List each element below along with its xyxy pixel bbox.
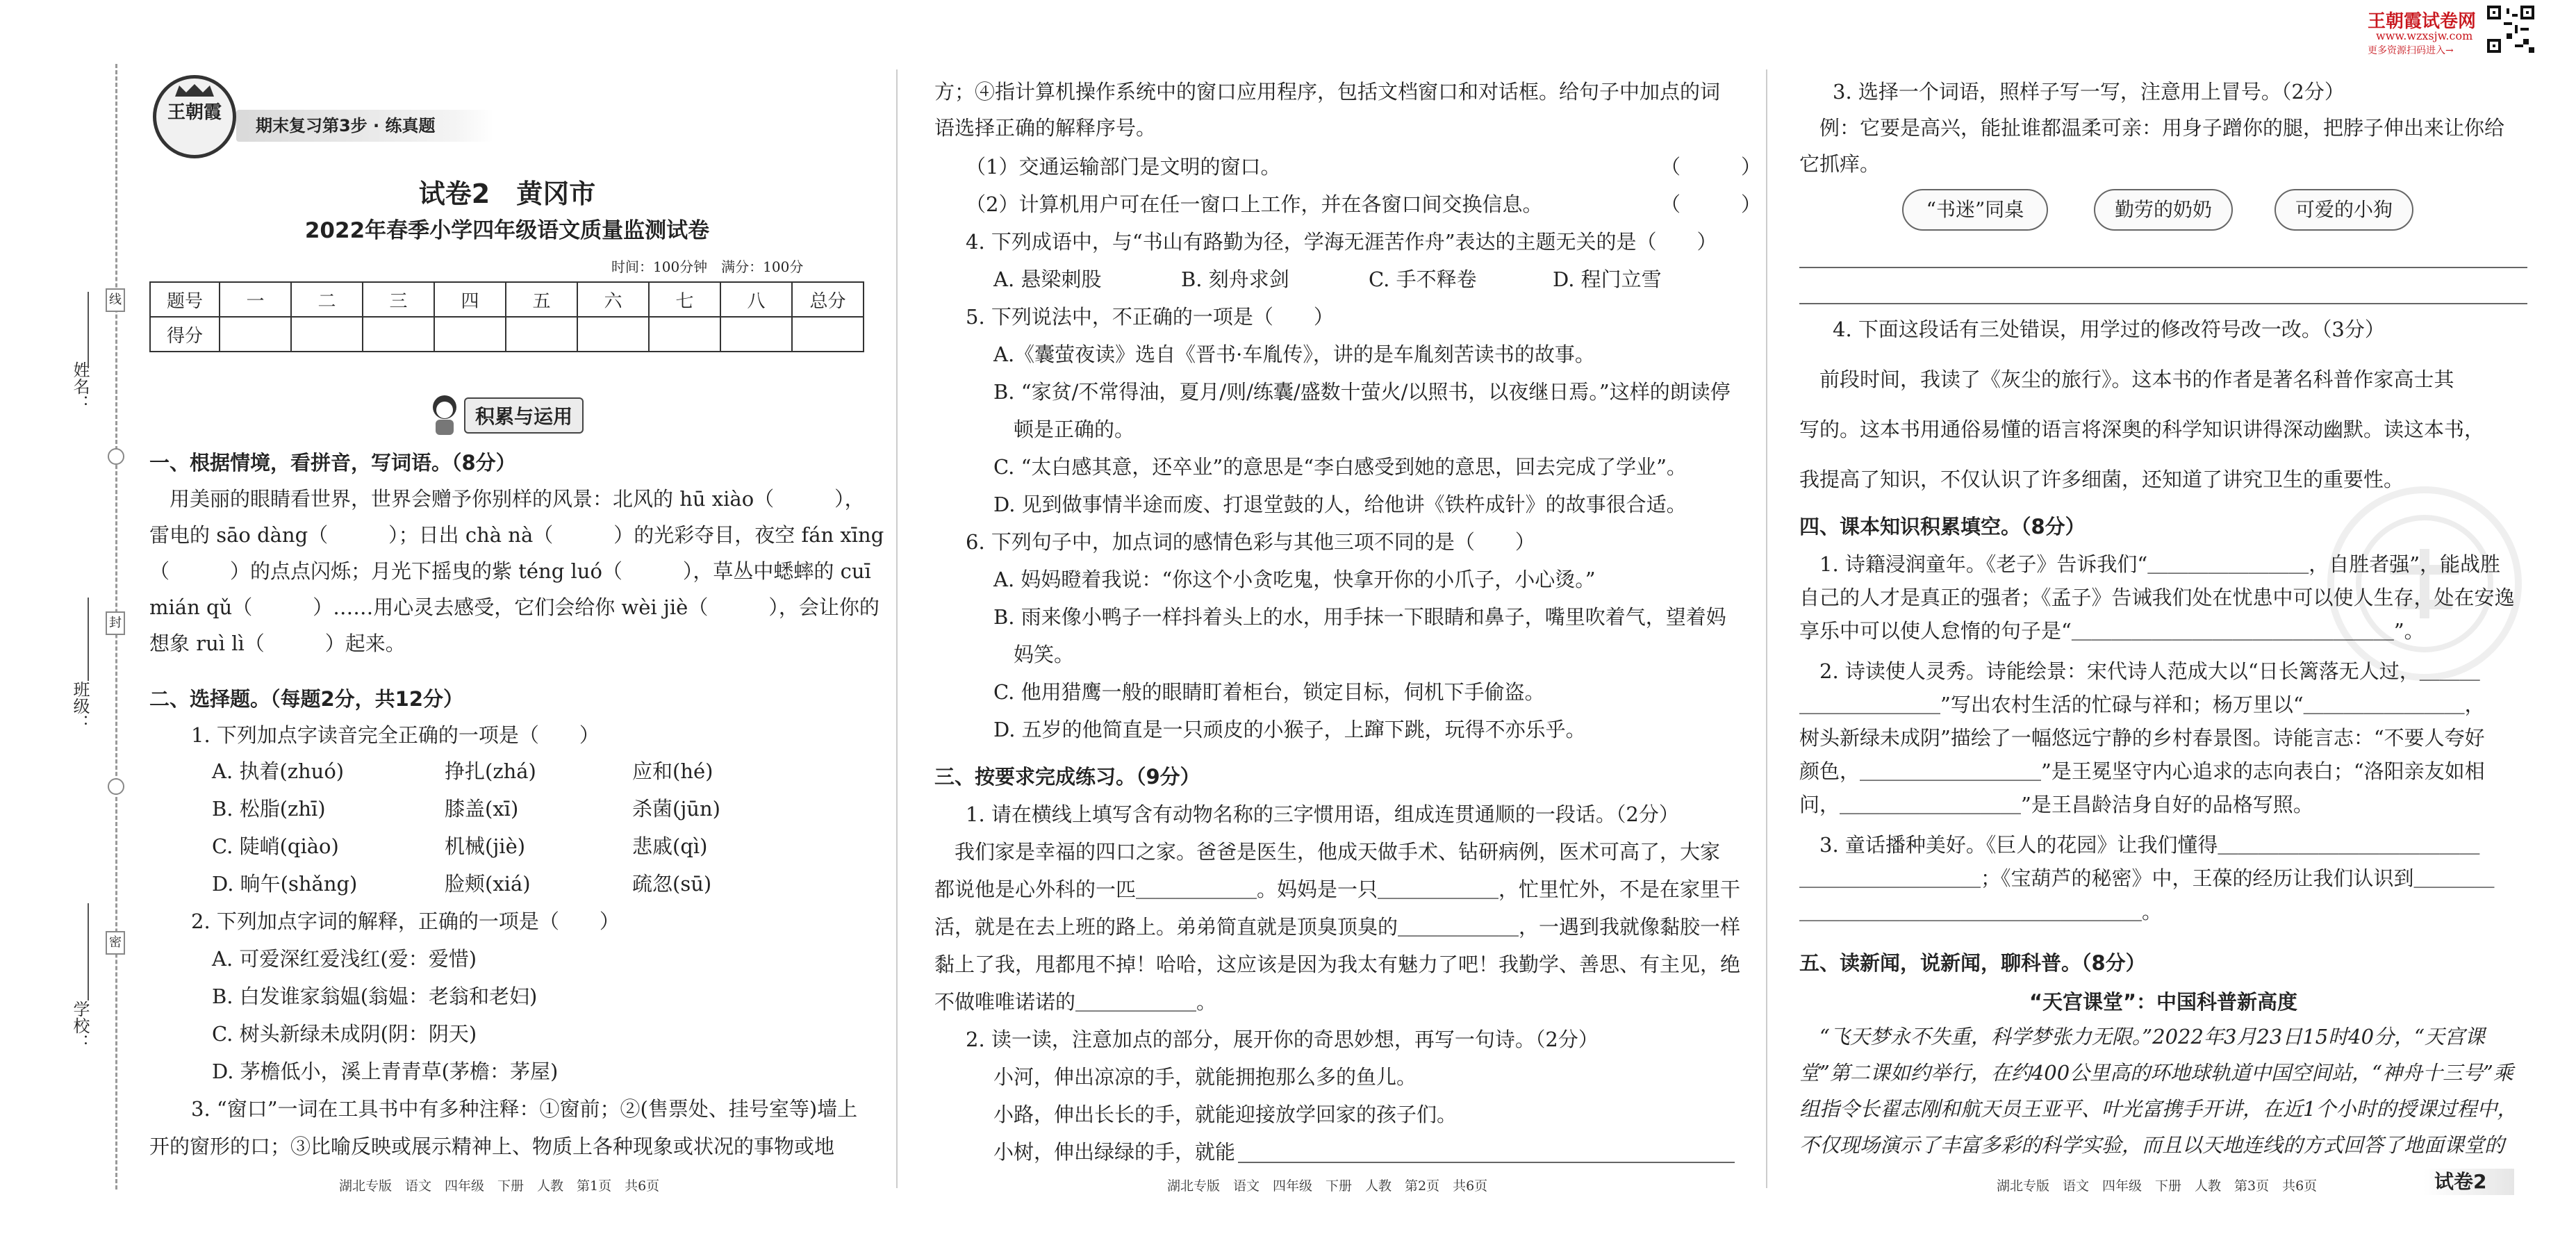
score-cell: 四 [434, 282, 506, 317]
q1-option: 悲戚(qì) [632, 834, 708, 858]
s1-line: 想象 ruì lì（ ）起来。 [149, 632, 406, 655]
crown-icon [174, 83, 215, 98]
s3-q1-line: 1. 请在横线上填写含有动物名称的三字惯用语，组成连贯通顺的一段话。（2分） [966, 802, 1679, 826]
score-input[interactable] [291, 317, 363, 352]
q2-option: B. 白发谁家翁媪(翁媪：老翁和老妇) [212, 985, 538, 1008]
q1-option: 疏忽(sū) [632, 872, 712, 896]
s4-line: 享乐中可以使人怠惰的句子是“＿＿＿＿＿＿＿＿＿＿＿＿＿＿＿＿”。 [1799, 619, 2425, 643]
q3-item: （1）交通运输部门是文明的窗口。 [966, 155, 1281, 179]
q5-line: 顿是正确的。 [993, 418, 1135, 441]
section-3-title: 三、按要求完成练习。（9分） [934, 765, 1200, 789]
paper-tag-label: 试卷2 [2434, 1170, 2487, 1193]
q1-option: B. 松脂(zhī) [212, 797, 326, 821]
q5-line: D. 见到做事情半途而废、打退堂鼓的人，给他讲《铁杵成针》的故事很合适。 [993, 493, 1687, 516]
answer-line[interactable] [1799, 267, 2527, 268]
q1-option: 脸颊(xiá) [445, 872, 531, 896]
s3-q2-line: 2. 读一读，注意加点的部分，展开你的奇思妙想，再写一句诗。（2分） [966, 1028, 1599, 1051]
news-line: 堂”第二课如约举行，在约400公里高的环地球轨道中国空间站，“神舟十三号”乘 [1799, 1061, 2513, 1085]
score-cell: 一 [220, 282, 291, 317]
question-6: 6. 下列句子中，加点词的感情色彩与其他三项不同的是（ ） [966, 530, 1535, 554]
score-cell: 七 [649, 282, 720, 317]
s4-line: 3. 童话播种美好。《巨人的花园》让我们懂得＿＿＿＿＿＿＿＿＿＿＿＿＿ [1799, 833, 2480, 857]
class-field-line[interactable] [88, 598, 89, 681]
page-footer: 湖北专版 语文 四年级 下册 人教 第2页 共6页 [1167, 1178, 1488, 1194]
question-5: 5. 下列说法中，不正确的一项是（ ） [966, 305, 1334, 329]
s1-line: 雷电的 sāo dàng（ ）；日出 chà nà（ ）的光彩夺目，夜空 fán xīng [149, 523, 884, 547]
site-brand: 王朝霞试卷网 [2368, 11, 2477, 32]
hole-icon [108, 448, 124, 465]
q6-line: C. 他用猎鹰一般的眼睛盯着柜台，锁定目标，伺机下手偷盗。 [993, 680, 1545, 704]
news-line: 不仅现场演示了丰富多彩的科学实验，而且以天地连线的方式回答了地面课堂的 [1799, 1133, 2505, 1157]
watermark-seal-icon [2327, 486, 2522, 681]
q4-option: A. 悬梁刺股 [993, 267, 1102, 291]
time-score-note: 时间：100分钟 满分：100分 [611, 258, 804, 275]
s3-q1-line: 活，就是在去上班的路上。弟弟简直就是顶臭顶臭的＿＿＿＿＿＿，一遇到我就像黏胶一样 [934, 915, 1741, 939]
score-input[interactable] [577, 317, 649, 352]
score-cell: 三 [363, 282, 434, 317]
q1-option: 膝盖(xī) [445, 797, 519, 821]
site-url: www.wzxsjw.com [2376, 29, 2473, 42]
score-cell: 五 [506, 282, 577, 317]
score-cell: 题号 [150, 282, 220, 317]
s1-line: mián qǔ（ ）……用心灵去感受，它们会给你 wèi jiè（ ），会让你的 [149, 595, 880, 619]
step-banner: 期末复习第3步 · 练真题 [236, 110, 493, 142]
logo-text: 王朝霞 [167, 102, 222, 123]
section-4-title: 四、课本知识积累填空。（8分） [1799, 515, 2086, 538]
q1-option: C. 陡峭(qiào) [212, 834, 339, 858]
s4-line: 自己的人才是真正的强者；《孟子》告诫我们处在忧患中可以使人生存，处在安逸 [1799, 586, 2515, 609]
c3-q4-line: 写的。这本书用通俗易懂的语言将深奥的科学知识讲得深动幽默。读这本书， [1799, 418, 2485, 441]
c3-q3-example: 它抓痒。 [1799, 152, 1881, 176]
score-table [149, 281, 864, 352]
name-field-line[interactable] [88, 292, 89, 368]
score-cell: 二 [291, 282, 363, 317]
school-label: 学校： [70, 1001, 90, 1051]
c3-q3-title: 3. 选择一个词语，照样子写一写，注意用上冒号。（2分） [1833, 80, 2345, 104]
site-sub: 更多资源扫码进入→ [2368, 45, 2454, 56]
q3-cont-line: 语选择正确的解释序号。 [934, 116, 1157, 140]
paper-tag [2423, 1169, 2514, 1195]
word-choice-pill[interactable]: 勤劳的奶奶 [2094, 189, 2233, 231]
q1-option: A. 执着(zhuó) [212, 759, 345, 783]
score-cell: 得分 [150, 317, 220, 352]
news-line: “飞天梦永不失重，科学梦张力无限。”2022年3月23日15时40分，“天宫课 [1799, 1025, 2485, 1048]
q6-line: 妈笑。 [993, 643, 1075, 666]
q5-line: B. “家贫/不常得油，夏月/则/练囊/盛数十萤火/以照书，以夜继日焉。”这样的朗读停 [993, 380, 1731, 404]
q3-answer-paren[interactable]: （ ） [1660, 192, 1762, 216]
s1-line: （ ）的点点闪烁；月光下摇曳的紫 téng luó（ ），草丛中蟋蟀的 cuī [149, 559, 871, 583]
score-input[interactable] [220, 317, 291, 352]
q3-item: （2）计算机用户可在任一窗口上工作，并在各窗口间交换信息。 [966, 192, 1543, 216]
s3-q1-line: 不做唯唯诺诺的＿＿＿＿＿＿。 [934, 990, 1217, 1014]
q6-line: B. 雨来像小鸭子一样抖着头上的水，用手抹一下眼睛和鼻子，嘴里吹着气，望着妈 [993, 605, 1726, 629]
s4-line: 树头新绿未成阴”描绘了一幅悠远宁静的乡村春景图。诗能言志：“不要人夸好 [1799, 726, 2485, 750]
score-table-score-row [150, 317, 864, 352]
s3-q1-line: 我们家是幸福的四口之家。爸爸是医生，他成天做手术、钻研病例，医术可高了，大家 [934, 840, 1721, 864]
s4-line: 2. 诗读使人灵秀。诗能绘景：宋代诗人范成大以“日长篱落无人过，＿＿＿ [1799, 659, 2480, 683]
word-choice-pill[interactable]: “书迷”同桌 [1902, 189, 2048, 231]
s4-line: 颜色，＿＿＿＿＿＿＿＿＿”是王冕坚守内心追求的志向表白；“洛阳亲友如相 [1799, 759, 2485, 783]
class-label: 班级： [70, 681, 90, 731]
column-divider [1766, 69, 1767, 1188]
s4-line: ＿＿＿＿＿＿＿”写出农村生活的忙碌与祥和；杨万里以“＿＿＿＿＿＿＿＿， [1799, 693, 2485, 716]
score-input[interactable] [720, 317, 792, 352]
school-field-line[interactable] [88, 903, 89, 1001]
question-3-cont: 开的窗形的口；③比喻反映或展示精神上、物质上各种现象或状况的事物或地 [149, 1135, 835, 1158]
s4-line: ＿＿＿＿＿＿＿＿＿＿＿＿＿＿＿＿＿。 [1799, 900, 2163, 923]
section-1-title: 一、根据情境，看拼音，写词语。（8分） [149, 451, 516, 475]
s4-line: 问，＿＿＿＿＿＿＿＿＿”是王昌龄洁身自好的品格写照。 [1799, 793, 2313, 816]
c3-q3-example: 例：它要是高兴，能扯谁都温柔可亲：用身子蹭你的腿，把脖子伸出来让你给 [1799, 116, 2505, 140]
s3-q2-line: 小河，伸出凉凉的手，就能拥抱那么多的鱼儿。 [993, 1065, 1417, 1089]
page-footer: 湖北专版 语文 四年级 下册 人教 第3页 共6页 [1997, 1178, 2318, 1194]
q2-option: D. 茅檐低小，溪上青青草(茅檐：茅屋) [212, 1060, 559, 1083]
s1-line: 用美丽的眼睛看世界，世界会赠予你别样的风景：北风的 hū xiào（ ）， [149, 487, 865, 511]
answer-line[interactable] [1799, 303, 2527, 304]
question-4: 4. 下列成语中，与“书山有路勤为径，学海无涯苦作舟”表达的主题无关的是（ ） [966, 230, 1717, 254]
news-line: 组指令长翟志刚和航天员王亚平、叶光富携手开讲，在近1个小时的授课过程中， [1799, 1097, 2518, 1121]
question-1: 1. 下列加点字读音完全正确的一项是（ ） [191, 723, 600, 747]
q5-line: A.《囊萤夜读》选自《晋书·车胤传》，讲的是车胤刻苦读书的故事。 [993, 343, 1595, 366]
section-badge: 积累与运用 [464, 397, 584, 434]
section-2-title: 二、选择题。（每题2分，共12分） [149, 687, 464, 711]
question-3: 3. “窗口”一词在工具书中有多种注释：①窗前；②(售票处、挂号室等)墙上 [191, 1097, 858, 1121]
s3-q1-line: 都说他是心外科的一匹＿＿＿＿＿＿。妈妈是一只＿＿＿＿＿＿，忙里忙外，不是在家里干 [934, 878, 1741, 901]
score-cell: 八 [720, 282, 792, 317]
column-divider [896, 69, 898, 1188]
q1-option: 杀菌(jūn) [632, 797, 720, 821]
s4-line: 1. 诗籍浸润童年。《老子》告诉我们“＿＿＿＿＿＿＿＿，自胜者强”，能战胜 [1799, 552, 2501, 576]
q1-option: 应和(hé) [632, 759, 713, 783]
c3-q4-line: 我提高了知识，不仅认识了许多细菌，还知道了讲究卫生的重要性。 [1799, 468, 2404, 491]
s3-q1-line: 黏上了我，甩都甩不掉！哈哈，这应该是因为我太有魅力了吧！我勤学、善思、有主见，绝 [934, 953, 1741, 976]
seal-mark-seal: 封 [106, 611, 125, 635]
page-title: 试卷2 黄冈市 [418, 179, 596, 209]
score-cell: 总分 [792, 282, 864, 317]
section-5-title: 五、读新闻，说新闻，聊科普。（8分） [1799, 951, 2146, 975]
q2-option: A. 可爱深红爱浅红(爱：爱惜) [212, 947, 477, 971]
q3-answer-paren[interactable]: （ ） [1660, 155, 1762, 179]
q1-option: 挣扎(zhá) [445, 759, 536, 783]
q3-cont-line: 方；④指计算机操作系统中的窗口应用程序，包括文档窗口和对话框。给句子中加点的词 [934, 80, 1721, 104]
s3-q2-line: 小路，伸出长长的手，就能迎接放学回家的孩子们。 [993, 1103, 1458, 1126]
c3-q4-line: 前段时间，我读了《灰尘的旅行》。这本书的作者是著名科普作家高士其 [1799, 368, 2454, 391]
score-input[interactable] [792, 317, 864, 352]
score-cell: 六 [577, 282, 649, 317]
q4-option: D. 程门立雪 [1553, 267, 1662, 291]
hole-icon [108, 778, 124, 795]
question-2: 2. 下列加点字词的解释，正确的一项是（ ） [191, 909, 620, 933]
qr-code-icon[interactable] [2487, 6, 2534, 53]
q1-option: 机械(jiè) [445, 834, 526, 858]
seal-mark-secret: 密 [106, 931, 125, 955]
q6-line: A. 妈妈瞪着我说：“你这个小贪吃鬼，快拿开你的小爪子，小心烫。” [993, 568, 1596, 591]
poem-answer-line[interactable] [1238, 1162, 1735, 1163]
s3-q2-line: 小树，伸出绿绿的手，就能 [993, 1140, 1236, 1164]
seal-mark-line: 线 [106, 288, 125, 312]
q4-option: B. 刻舟求剑 [1181, 267, 1289, 291]
page-footer: 湖北专版 语文 四年级 下册 人教 第1页 共6页 [339, 1178, 660, 1194]
score-input[interactable] [434, 317, 506, 352]
q1-option: D. 晌午(shǎng) [212, 872, 358, 896]
news-title: “天宫课堂”：中国科普新高度 [2029, 990, 2298, 1014]
score-table-header-row [150, 282, 864, 317]
girl-mascot-icon [429, 393, 461, 436]
c3-q4-title: 4. 下面这段话有三处错误，用学过的修改符号改一改。（3分） [1833, 318, 2385, 341]
score-input[interactable] [506, 317, 577, 352]
brand-logo [153, 75, 236, 158]
q4-option: C. 手不释卷 [1369, 267, 1477, 291]
word-choice-pill[interactable]: 可爱的小狗 [2274, 189, 2413, 231]
score-input[interactable] [649, 317, 720, 352]
page-subtitle: 2022年春季小学四年级语文质量监测试卷 [304, 218, 710, 243]
s4-line: ＿＿＿＿＿＿＿＿＿；《宝葫芦的秘密》中，王葆的经历让我们认识到＿＿＿＿ [1799, 866, 2495, 890]
q2-option: C. 树头新绿未成阴(阴：阴天) [212, 1022, 477, 1046]
name-label: 姓名： [70, 361, 90, 411]
score-input[interactable] [363, 317, 434, 352]
q6-line: D. 五岁的他简直是一只顽皮的小猴子，上蹿下跳，玩得不亦乐乎。 [993, 718, 1586, 741]
q5-line: C. “太白感其意，还卒业”的意思是“李白感受到她的意思，回去完成了学业”。 [993, 455, 1687, 479]
